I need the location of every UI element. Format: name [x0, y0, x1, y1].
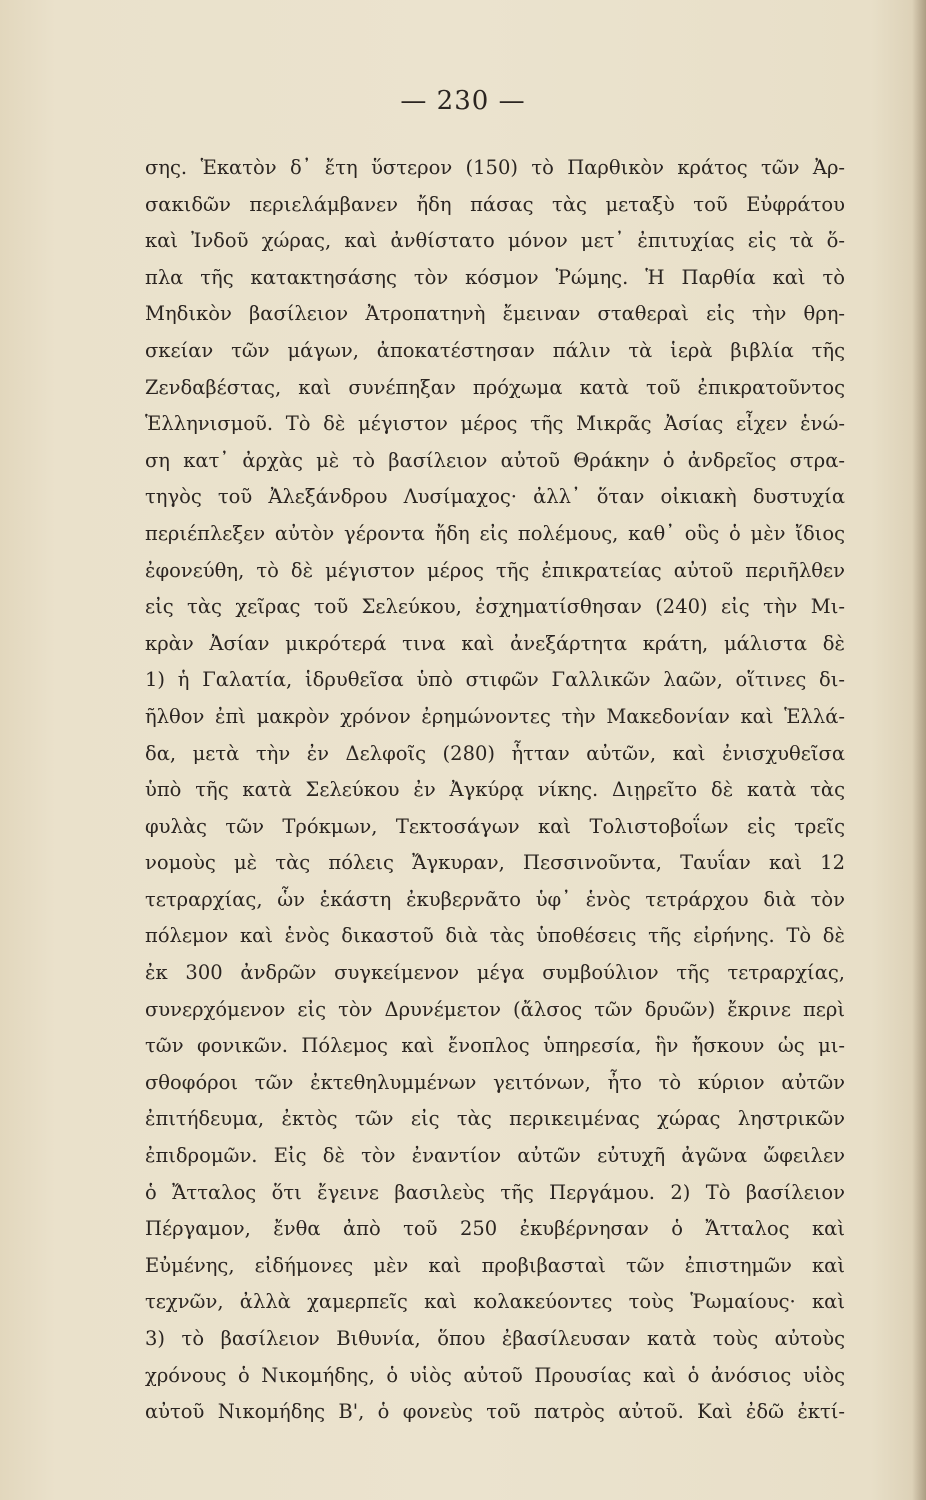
text-line-21: τετραρχίας, ὧν ἑκάστη ἐκυβερνᾶτο ὑφ᾽ ἑνὸς τετράρχου διὰ τὸν — [145, 887, 845, 911]
text-line-12: ἐφονεύθη, τὸ δὲ μέγιστον μέρος τῆς ἐπικρατείας αὐτοῦ περιῆλθεν — [145, 558, 845, 582]
text-line-8: Ἑλληνισμοῦ. Τὸ δὲ μέγιστον μέρος τῆς Μικρᾶς Ἀσίας εἶχεν ἑνώ- — [145, 412, 845, 436]
text-line-17: δα, μετὰ τὴν ἐν Δελφοῖς (280) ἧτταν αὐτῶν, καὶ ἐνισχυθεῖσα — [145, 741, 845, 765]
text-line-24: συνερχόμενον εἰς τὸν Δρυνέμετον (ἄλσος τῶν δρυῶν) ἔκρινε περὶ — [145, 997, 845, 1021]
text-line-19: φυλὰς τῶν Τρόκμων, Τεκτοσάγων καὶ Τολιστοβοΐων εἰς τρεῖς — [145, 814, 845, 838]
text-line-30: Πέργαμον, ἔνθα ἀπὸ τοῦ 250 ἐκυβέρνησαν ὁ Ἄτταλος καὶ — [145, 1217, 845, 1241]
text-line-13: εἰς τὰς χεῖρας τοῦ Σελεύκου, ἐσχηματίσθησαν (240) εἰς τὴν Μι- — [145, 595, 845, 619]
page-edge-shadow — [912, 0, 926, 1500]
text-line-28: ἐπιδρομῶν. Εἰς δὲ τὸν ἐναντίον αὐτῶν εὐτυχῆ ἀγῶνα ὤφειλεν — [145, 1144, 845, 1168]
text-line-3: καὶ Ἰνδοῦ χώρας, καὶ ἀνθίστατο μόνον μετ᾽ ἐπιτυχίας εἰς τὰ ὅ- — [145, 229, 845, 253]
text-line-34: χρόνους ὁ Νικομήδης, ὁ υἱὸς αὐτοῦ Προυσίας καὶ ὁ ἀνόσιος υἱὸς — [145, 1363, 845, 1387]
text-line-6: σκείαν τῶν μάγων, ἀποκατέστησαν πάλιν τὰ ἱερὰ βιβλία τῆς — [145, 338, 845, 362]
text-line-14: κρὰν Ἀσίαν μικρότερά τινα καὶ ἀνεξάρτητα κράτη, μάλιστα δὲ — [145, 631, 845, 655]
text-line-7: Ζενδαβέστας, καὶ συνέπηξαν πρόχωμα κατὰ τοῦ ἐπικρατοῦντος — [145, 375, 845, 399]
text-line-5: Μηδικὸν βασίλειον Ἀτροπατηνὴ ἔμειναν σταθεραὶ εἰς τὴν θρη- — [145, 302, 845, 326]
text-line-9: ση κατ᾽ ἀρχὰς μὲ τὸ βασίλειον αὐτοῦ Θράκην ὁ ἀνδρεῖος στρα- — [145, 448, 845, 472]
body-text — [145, 150, 845, 1431]
text-line-1: σης. Ἑκατὸν δ᾽ ἔτη ὕστερον (150) τὸ Παρθικὸν κράτος τῶν Ἀρ- — [145, 156, 845, 179]
text-line-4: πλα τῆς κατακτησάσης τὸν κόσμον Ῥώμης. Ἡ Παρθία καὶ τὸ — [145, 265, 845, 289]
text-line-16: ῆλθον ἐπὶ μακρὸν χρόνον ἐρημώνοντες τὴν Μακεδονίαν καὶ Ἑλλά- — [145, 704, 845, 728]
text-line-32: τεχνῶν, ἀλλὰ χαμερπεῖς καὶ κολακεύοντες τοὺς Ῥωμαίους· καὶ — [145, 1290, 845, 1314]
text-line-23: ἐκ 300 ἀνδρῶν συγκείμενον μέγα συμβούλιον τῆς τετραρχίας, — [145, 961, 845, 985]
text-line-20: νομοὺς μὲ τὰς πόλεις Ἄγκυραν, Πεσσινοῦντα, Ταυΐαν καὶ 12 — [145, 851, 845, 875]
page-number-header: — 230 — — [400, 86, 526, 116]
text-line-2: σακιδῶν περιελάμβανεν ἤδη πάσας τὰς μεταξὺ τοῦ Εὐφράτου — [145, 192, 845, 216]
text-line-15: 1) ἡ Γαλατία, ἱδρυθεῖσα ὑπὸ στιφῶν Γαλλικῶν λαῶν, οἵτινες δι- — [145, 668, 845, 692]
text-line-33: 3) τὸ βασίλειον Βιθυνία, ὅπου ἐβασίλευσαν κατὰ τοὺς αὐτοὺς — [145, 1327, 845, 1350]
text-line-25: τῶν φονικῶν. Πόλεμος καὶ ἔνοπλος ὑπηρεσία, ἣν ἤσκουν ὡς μι- — [145, 1034, 845, 1058]
text-line-35: αὐτοῦ Νικομήδης Β', ὁ φονεὺς τοῦ πατρὸς αὐτοῦ. Καὶ ἐδῶ ἐκτί- — [145, 1400, 845, 1424]
text-line-22: πόλεμον καὶ ἑνὸς δικαστοῦ διὰ τὰς ὑποθέσεις τῆς εἰρήνης. Τὸ δὲ — [145, 924, 845, 948]
text-line-11: περιέπλεξεν αὐτὸν γέροντα ἤδη εἰς πολέμους, καθ᾽ οὓς ὁ μὲν ἴδιος — [145, 521, 845, 545]
text-line-26: σθοφόροι τῶν ἐκτεθηλυμμένων γειτόνων, ἦτο τὸ κύριον αὐτῶν — [145, 1070, 845, 1094]
text-line-18: ὑπὸ τῆς κατὰ Σελεύκου ἐν Ἀγκύρᾳ νίκης. Διῃρεῖτο δὲ κατὰ τὰς — [145, 778, 845, 802]
text-line-31: Εὐμένης, εἰδήμονες μὲν καὶ προβιβασταὶ τῶν ἐπιστημῶν καὶ — [145, 1253, 845, 1277]
text-line-27: ἐπιτήδευμα, ἐκτὸς τῶν εἰς τὰς περικειμένας χώρας ληστρικῶν — [145, 1107, 845, 1131]
text-line-29: ὁ Ἄτταλος ὅτι ἔγεινε βασιλεὺς τῆς Περγάμου. 2) Τὸ βασίλειον — [145, 1180, 845, 1204]
text-line-10: τηγὸς τοῦ Ἀλεξάνδρου Λυσίμαχος· ἀλλ᾽ ὅταν οἰκιακὴ δυστυχία — [145, 485, 845, 509]
